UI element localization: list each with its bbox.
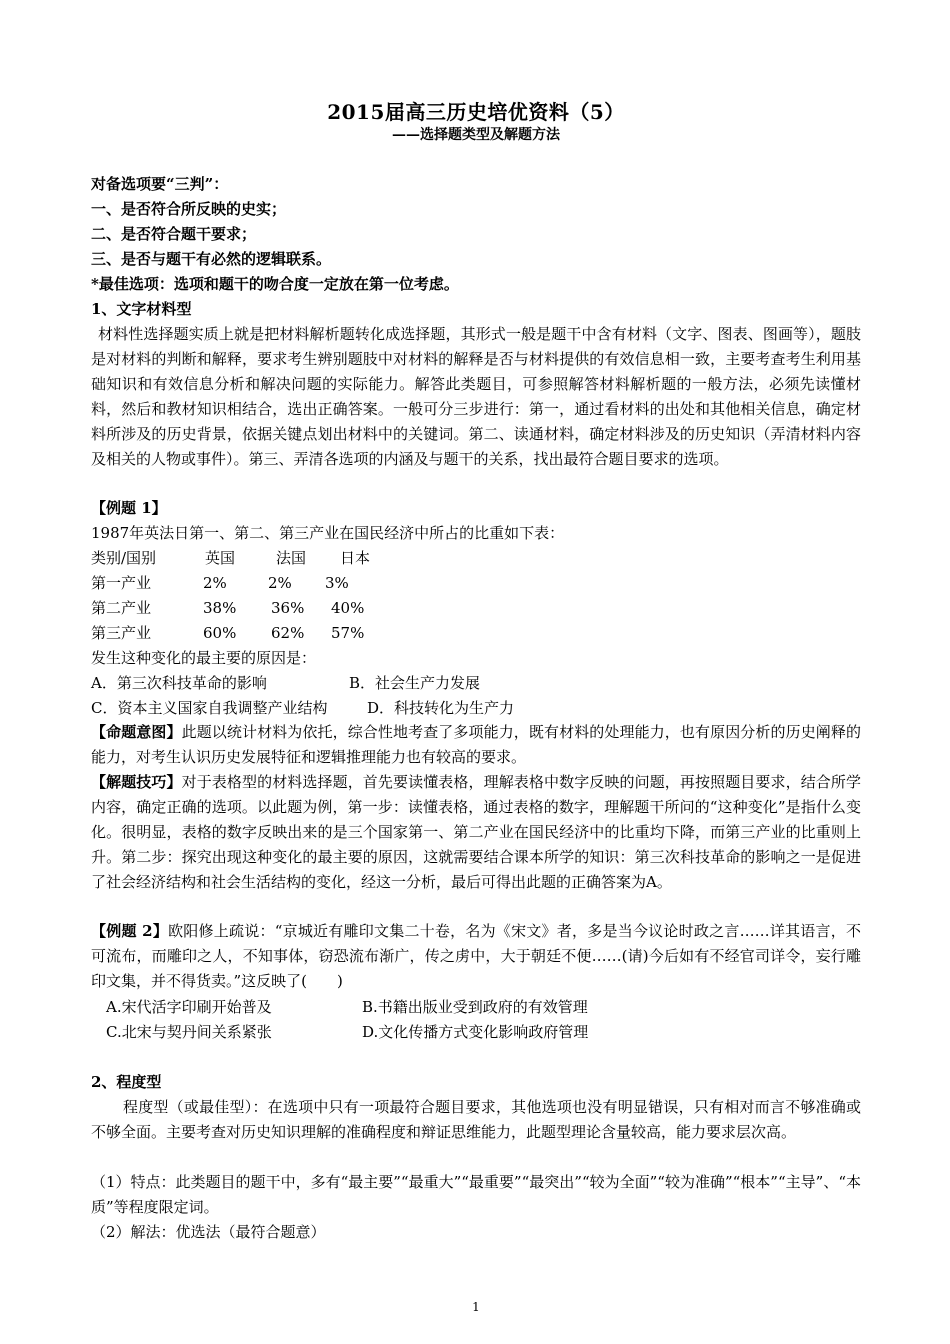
table-cell: 60% [203, 624, 237, 642]
rule-2: 二、是否符合题干要求； [91, 225, 257, 243]
example-2-option-b: B.书籍出版业受到政府的有效管理 [362, 998, 588, 1016]
rule-3: 三、是否与题干有必然的逻辑联系。 [91, 250, 332, 268]
example-1-option-b: B．社会生产力发展 [349, 674, 481, 692]
document-subtitle: ——选择题类型及解题方法 [392, 127, 560, 143]
example-1-skill [91, 770, 861, 895]
table-cell: 第一产业 [91, 574, 152, 592]
section-2-body: 程度型（或最佳型）：在选项中只有一项最符合题目要求，其他选项也没有明显错误，只有相对而言不够准确或不够全面。主要考查对历史知识理解的准确程度和辩证思维能力，此题型理论含量较高，能力要求层次高。 [91, 1098, 861, 1141]
example-2-question: 欧阳修上疏说：“京城近有雕印文集二十卷，名为《宋文》者，多是当今议论时政之言……详其语言，不可流布，而雕印之人，不知事体，窃恐流布渐广，传之虏中，大于朝廷不便……(请)今后如有不经官司详令，妄行雕印文集，并不得货卖。”这反映了( ) [91, 922, 861, 990]
table-header-cell: 英国 [205, 549, 236, 567]
table-header-cell: 法国 [276, 549, 307, 567]
intro-heading: 对备选项要“三判”： [91, 175, 229, 193]
page-number: 1 [472, 1300, 480, 1314]
example-1-option-c: C．资本主义国家自我调整产业结构 [91, 699, 328, 717]
example-1-option-d: D．科技转化为生产力 [367, 699, 515, 717]
section-2-point-1: （1）特点：此类题目的题干中，多有“最主要”“最重大”“最重要”“最突出”“较为全面”“较为准确”“根本”“主导”、“本质”等程度限定词。 [91, 1173, 861, 1216]
table-cell: 2% [203, 574, 227, 592]
example-1-option-a: A．第三次科技革命的影响 [91, 674, 267, 692]
table-cell: 40% [331, 599, 365, 617]
section-2-heading: 2、程度型 [91, 1073, 162, 1091]
intent-label: 【命题意图】 [91, 723, 182, 741]
table-cell: 3% [325, 574, 349, 592]
table-cell: 57% [331, 624, 365, 642]
table-cell: 62% [271, 624, 305, 642]
document-title: 2015届高三历史培优资料（5） [327, 100, 625, 124]
skill-text: 对于表格型的材料选择题，首先要读懂表格，理解表格中数字反映的问题，再按照题目要求，结合所学内容，确定正确的选项。以此题为例，第一步：读懂表格，通过表格的数字，理解题干所问的“这种变化”是指什么变化。很明显，表格的数字反映出来的是三个国家第一、第二产业在国民经济中的比重均下降，而第三产业的比重则上升。第二步：探究出现这种变化的最主要的原因，这就需要结合课本所学的知识：第三次科技革命的影响之一是促进了社会经济结构和社会生活结构的变化，经这一分析，最后可得出此题的正确答案为A。 [91, 773, 861, 891]
table-cell: 2% [268, 574, 292, 592]
table-cell: 38% [203, 599, 237, 617]
example-1-intent [91, 720, 861, 770]
example-2-option-c: C.北宋与契丹间关系紧张 [106, 1023, 272, 1041]
section-1-body: 材料性选择题实质上就是把材料解析题转化成选择题，其形式一般是题干中含有材料（文字、图表、图画等），题肢是对材料的判断和解释，要求考生辨别题肢中对材料的解释是否与材料提供的有效信息相一致，主要考查考生利用基础知识和有效信息分析和解决问题的实际能力。解答此类题目，可参照解答材料解析题的一般方法，必须先读懂材料，然后和教材知识相结合，选出正确答案。一般可分三步进行：第一，通过看材料的出处和其他相关信息，确定材料所涉及的历史背景，依据关键点划出材料中的关键词。第二、读通材料，确定材料涉及的历史知识（弄清材料内容及相关的人物或事件）。第三、弄清各选项的内涵及与题干的关系，找出最符合题目要求的选项。 [91, 325, 861, 468]
table-cell: 36% [271, 599, 305, 617]
example-2-option-d: D.文化传播方式变化影响政府管理 [362, 1023, 589, 1041]
section-1-heading: 1、文字材料型 [91, 300, 192, 318]
rule-1: 一、是否符合所反映的史实； [91, 200, 287, 218]
skill-label: 【解题技巧】 [91, 773, 182, 791]
example-1-label: 【例题 1】 [91, 499, 167, 517]
best-option-note: *最佳选项：选项和题干的吻合度一定放在第一位考虑。 [91, 275, 459, 293]
table-cell: 第二产业 [91, 599, 152, 617]
example-2-option-a: A.宋代活字印刷开始普及 [106, 998, 272, 1016]
section-2-point-2: （2）解法：优选法（最符合题意） [91, 1223, 326, 1241]
table-cell: 第三产业 [91, 624, 152, 642]
example-2 [91, 919, 861, 994]
example-2-label: 【例题 2】 [91, 922, 169, 940]
table-header-cell: 类别/国别 [91, 549, 157, 567]
example-1-ask: 发生这种变化的最主要的原因是： [91, 649, 317, 667]
example-1-question: 1987年英法日第一、第二、第三产业在国民经济中所占的比重如下表： [91, 524, 565, 542]
intent-text: 此题以统计材料为依托，综合性地考查了多项能力，既有材料的处理能力，也有原因分析的历史阐释的能力，对考生认识历史发展特征和逻辑推理能力也有较高的要求。 [91, 723, 861, 766]
table-header-cell: 日本 [340, 549, 371, 567]
